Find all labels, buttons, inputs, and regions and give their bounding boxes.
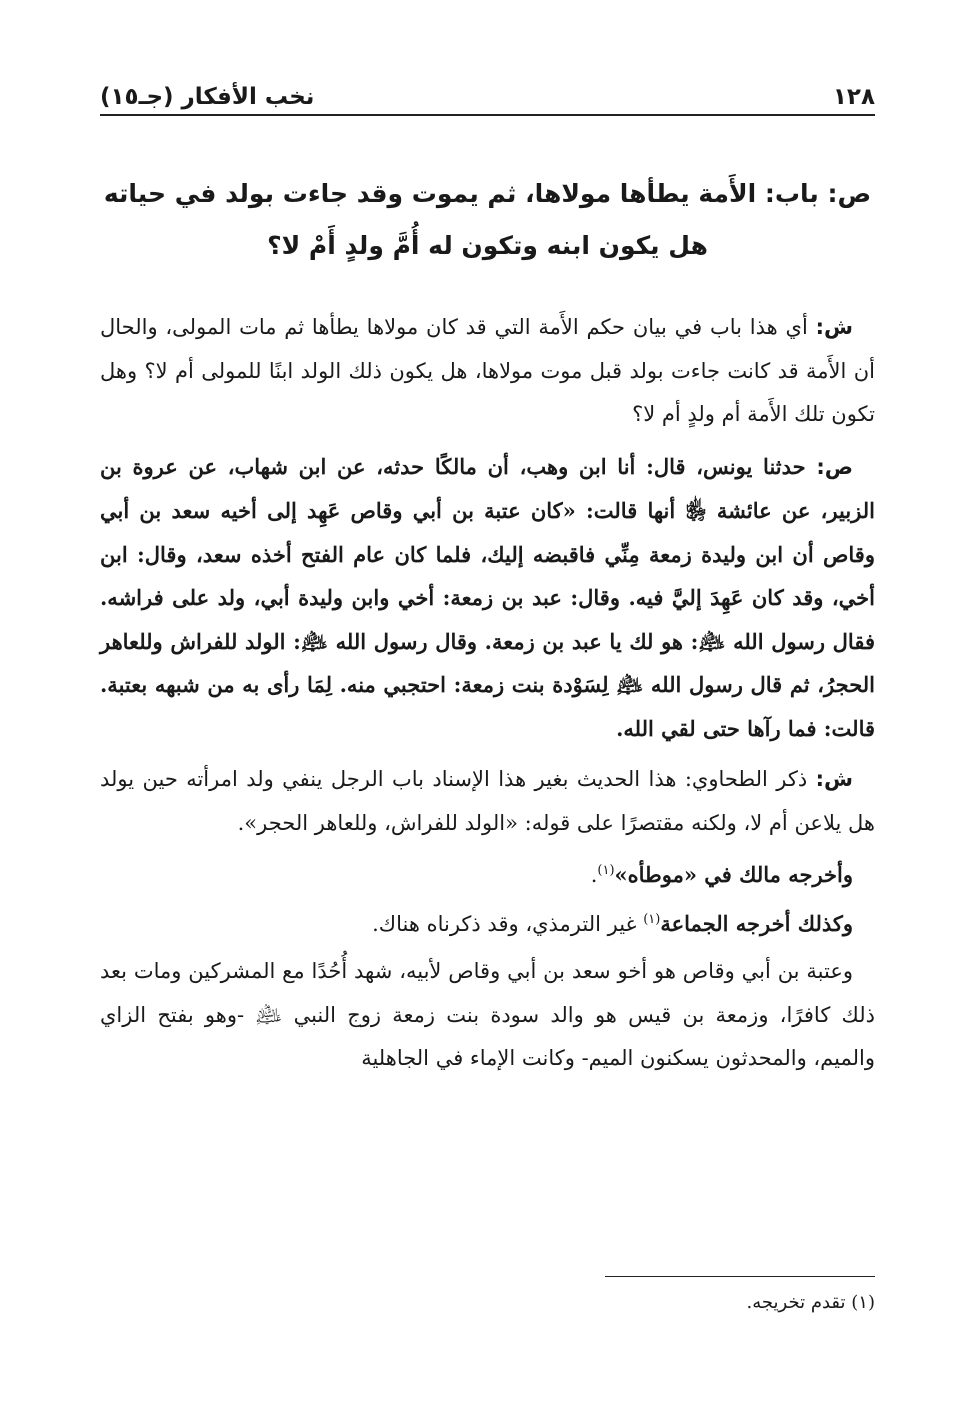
- paragraph-malik: [100, 849, 875, 898]
- paragraph-tail: .: [590, 863, 598, 887]
- running-header: [100, 70, 875, 116]
- paragraph-commentary-1: [100, 306, 875, 437]
- paragraph-jamaa: [100, 898, 875, 947]
- paragraph-text: ذكر الطحاوي: هذا الحديث بغير هذا الإسناد باب الرجل ينفي ولد امرأته حين يولد هل يلاعن أم لا، ولكنه مقتصرًا على قوله: «الولد للفراش، وللعاهر الحجر».: [100, 767, 875, 835]
- paragraph-text: أي هذا باب في بيان حكم الأَمة التي قد كان مولاها يطأها ثم مات المولى، والحال أن الأَمة قد كانت جاءت بولد قبل موت مولاها، هل يكون ذلك الولد ابنًا للمولى أم لا؟ وهل تكون تلك الأَمة أم ولدٍ أم لا؟: [100, 315, 875, 426]
- footnote-divider: [605, 1276, 875, 1277]
- page-number: ١٢٨: [832, 84, 875, 110]
- heading-line-1: ص: باب: الأَمة يطأها مولاها، ثم يموت وقد جاءت بولد في حياته: [103, 179, 872, 208]
- chapter-heading: [100, 168, 875, 272]
- footnote: (١) تقدم تخريجه.: [746, 1292, 875, 1313]
- footnote-ref: (١): [643, 911, 661, 927]
- page: [100, 70, 875, 1313]
- paragraph-tail: غير الترمذي، وقد ذكرناه هناك.: [372, 911, 644, 936]
- paragraph-hadith: [100, 445, 875, 751]
- paragraph-label: ش:: [815, 767, 853, 791]
- paragraph-commentary-2: [100, 758, 875, 845]
- paragraph-label: ش:: [815, 315, 853, 339]
- heading-line-2: هل يكون ابنه وتكون له أُمَّ ولدٍ أَمْ لا؟: [267, 231, 708, 260]
- book-title: نخب الأفكار (جـ١٥): [100, 84, 315, 110]
- paragraph-text: وأخرجه مالك في «موطأه»: [614, 862, 853, 887]
- paragraph-utba: [100, 950, 875, 1081]
- footnote-ref: (١): [597, 863, 615, 878]
- paragraph-label: ص:: [816, 454, 853, 479]
- paragraph-text: وعتبة بن أبي وقاص هو أخو سعد بن أبي وقاص لأبيه، شهد أُحُدًا مع المشركين ومات بعد ذلك كافرًا، وزمعة بن قيس هو والد سودة بنت زمعة زوج النبي ﵇ -وهو بفتح الزاي والميم، والمحدثون يسكنون الميم- وكانت الإماء في الجاهلية: [100, 959, 875, 1070]
- paragraph-text: وكذلك أخرجه الجماعة: [660, 910, 853, 936]
- paragraph-text: حدثنا يونس، قال: أنا ابن وهب، أن مالكًا حدثه، عن ابن شهاب، عن عروة بن الزبير، عن عائشة ﵂ أنها قالت: «كان عتبة بن أبي وقاص عَهِد إلى أخيه سعد بن أبي وقاص أن ابن وليدة زمعة مِنِّي فاقبضه إليك، فلما كان عام الفتح أخذه سعد، وقال: ابن أخي، وقد كان عَهِدَ إليَّ فيه. وقال: عبد بن زمعة: أخي وابن وليدة أبي، ولد على فراشه. فقال رسول الله ﵇: هو لك يا عبد بن زمعة. وقال رسول الله ﵇: الولد للفراش وللعاهر الحجرُ، ثم قال رسول الله ﵇ لِسَوْدة بنت زمعة: احتجبي منه. لِمَا رأى به من شبهه بعتبة. قالت: فما رآها حتى لقي الله.: [100, 453, 875, 741]
